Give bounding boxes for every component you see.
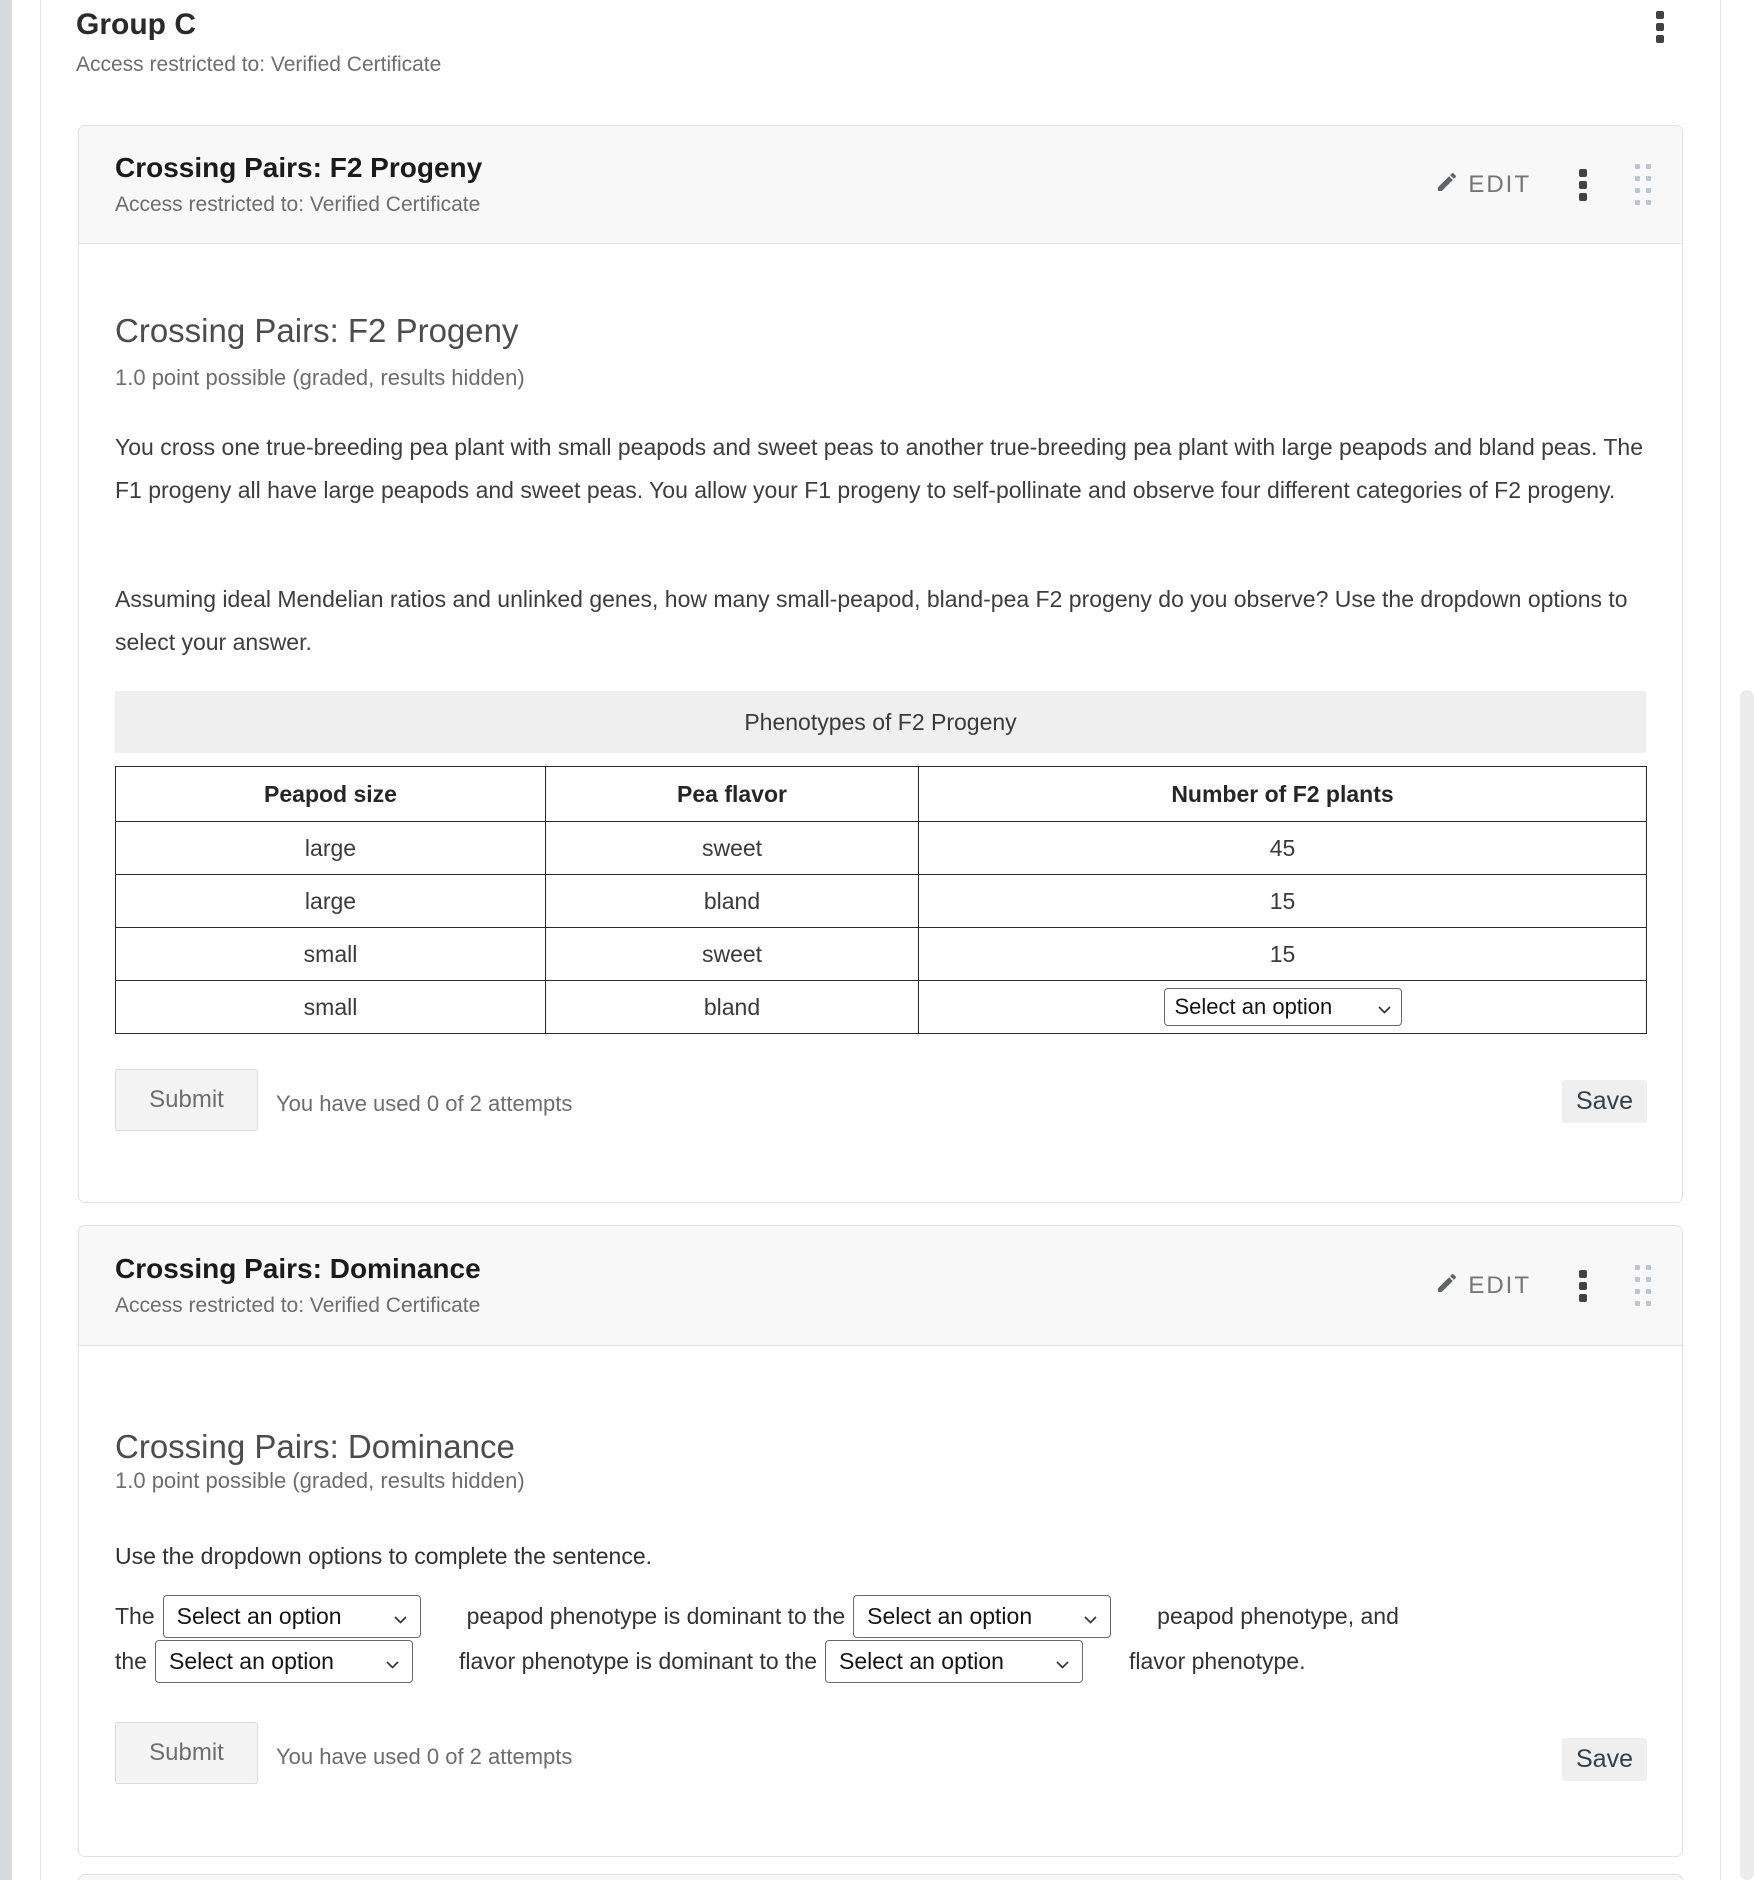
card-header-controls (1435, 1265, 1651, 1306)
table-caption: Phenotypes of F2 Progeny (115, 691, 1646, 753)
attempts-note: You have used 0 of 2 attempts (276, 1744, 573, 1769)
cell-pea-flavor: bland (546, 875, 919, 928)
dominance-select-4[interactable] (825, 1640, 1083, 1683)
submit-button[interactable]: Submit (115, 1722, 258, 1784)
card-header-text (115, 151, 1435, 219)
select-value: Select an option (867, 1603, 1033, 1629)
instruction-text: Use the dropdown options to complete the sentence. (115, 1543, 653, 1569)
col-header-number-f2: Number of F2 plants (919, 767, 1647, 822)
table-row (116, 928, 1647, 981)
cell-pea-flavor: sweet (546, 928, 919, 981)
card-header (79, 1226, 1682, 1346)
cell-number: 15 (919, 875, 1647, 928)
dominance-select-2[interactable] (853, 1595, 1111, 1638)
scrollbar-thumb[interactable] (1740, 690, 1754, 1880)
save-button[interactable]: Save (1562, 1080, 1647, 1123)
select-value: Select an option (168, 1648, 334, 1674)
chevron-down-icon (386, 1648, 399, 1675)
card-title: Crossing Pairs: Dominance (115, 1252, 481, 1284)
problem-card-dominance (78, 1225, 1683, 1857)
dominance-select-3[interactable] (155, 1640, 413, 1683)
kebab-dot (1579, 1294, 1587, 1302)
col-header-peapod-size: Peapod size (116, 767, 546, 822)
group-access-note: Access restricted to: Verified Certificate (76, 53, 442, 76)
attempts-note: You have used 0 of 2 attempts (276, 1091, 573, 1116)
table-row (116, 822, 1647, 875)
kebab-dot (1656, 23, 1664, 31)
cell-number: 15 (919, 928, 1647, 981)
card-title: Crossing Pairs: F2 Progeny (115, 151, 483, 183)
kebab-dot (1656, 11, 1664, 19)
group-kebab-menu-icon[interactable] (1656, 11, 1664, 43)
container-right-border (1720, 0, 1721, 1880)
card-access-note: Access restricted to: Verified Certificate (115, 192, 481, 216)
left-gutter (0, 0, 12, 1880)
kebab-dot (1579, 1282, 1587, 1290)
answer-select[interactable] (1164, 988, 1402, 1026)
sentence-text: the (115, 1648, 147, 1674)
kebab-dot (1656, 35, 1664, 43)
problem-card-f2-progeny (78, 125, 1683, 1203)
card-kebab-menu-icon[interactable] (1579, 169, 1587, 201)
col-header-pea-flavor: Pea flavor (546, 767, 919, 822)
problem-paragraph-2: Assuming ideal Mendelian ratios and unlinked genes, how many small-peapod, bland-pea F2 progeny do you observe? Use the dropdown options to select your answer. (115, 586, 1628, 655)
table-row (116, 875, 1647, 928)
cell-peapod-size: small (116, 981, 546, 1034)
card-header (79, 126, 1682, 244)
edit-button[interactable] (1435, 170, 1531, 199)
sentence-text: peapod phenotype, and (1157, 1603, 1399, 1629)
points-note: 1.0 point possible (graded, results hidden) (115, 365, 525, 390)
card-access-note: Access restricted to: Verified Certificate (115, 1293, 481, 1317)
sentence-line-1 (115, 1594, 1399, 1639)
select-value: Select an option (176, 1603, 342, 1629)
kebab-dot (1579, 169, 1587, 177)
cell-pea-flavor: sweet (546, 822, 919, 875)
sentence-text: peapod phenotype is dominant to the (466, 1603, 846, 1629)
answer-select-value: Select an option (1174, 994, 1333, 1019)
cell-peapod-size: small (116, 928, 546, 981)
cell-number: 45 (919, 822, 1647, 875)
cell-peapod-size: large (116, 875, 546, 928)
dominance-select-1[interactable] (163, 1595, 421, 1638)
group-title: Group C (76, 8, 196, 41)
card-kebab-menu-icon[interactable] (1579, 1270, 1587, 1302)
kebab-dot (1579, 193, 1587, 201)
problem-title: Crossing Pairs: F2 Progeny (115, 312, 519, 349)
cell-answer (919, 981, 1647, 1034)
phenotype-table (115, 766, 1647, 1034)
chevron-down-icon (394, 1603, 407, 1630)
table-header-row (116, 767, 1647, 822)
drag-handle-icon[interactable] (1635, 1265, 1651, 1306)
drag-handle-icon[interactable] (1635, 164, 1651, 205)
problem-title: Crossing Pairs: Dominance (115, 1428, 515, 1465)
chevron-down-icon (1084, 1603, 1097, 1630)
sentence-text: The (115, 1603, 155, 1629)
card-header-controls (1435, 164, 1651, 205)
chevron-down-icon (1378, 994, 1391, 1020)
pencil-icon (1435, 1271, 1459, 1300)
container-left-border (40, 0, 41, 1880)
card-header-text (115, 1252, 1435, 1320)
cell-pea-flavor: bland (546, 981, 919, 1034)
select-value: Select an option (839, 1648, 1004, 1674)
save-button[interactable]: Save (1562, 1738, 1647, 1781)
chevron-down-icon (1056, 1648, 1069, 1675)
sentence-text: flavor phenotype is dominant to the (458, 1648, 817, 1674)
problem-paragraph-1: You cross one true-breeding pea plant with small peapods and sweet peas to another true-breeding pea plant with large peapods and bland peas. The F1 progeny all have large peapods and sweet peas. You allow your F1 progeny to self-pollinate and observe four different categories of F2 progeny. (115, 434, 1643, 503)
submit-button[interactable]: Submit (115, 1069, 258, 1131)
kebab-dot (1579, 1270, 1587, 1278)
cell-peapod-size: large (116, 822, 546, 875)
edit-label: EDIT (1468, 170, 1531, 198)
edit-label: EDIT (1468, 1271, 1531, 1299)
kebab-dot (1579, 181, 1587, 189)
next-problem-card-partial (78, 1874, 1683, 1880)
sentence-text: flavor phenotype. (1129, 1648, 1306, 1674)
pencil-icon (1435, 170, 1459, 199)
sentence-line-2 (115, 1639, 1305, 1684)
edit-button[interactable] (1435, 1271, 1531, 1300)
table-row (116, 981, 1647, 1034)
points-note: 1.0 point possible (graded, results hidden) (115, 1468, 525, 1493)
